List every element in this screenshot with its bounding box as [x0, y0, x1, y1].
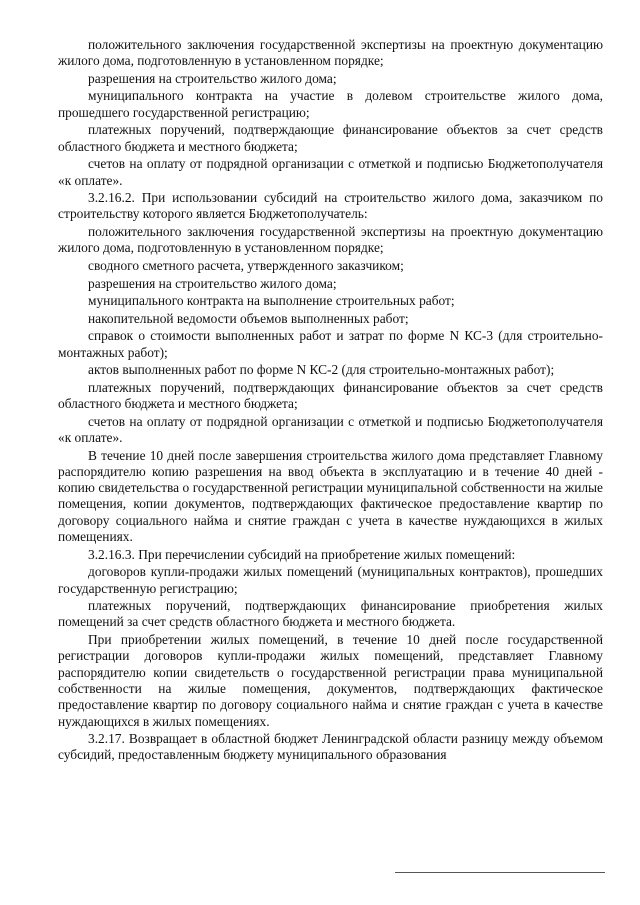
paragraph: справок о стоимости выполненных работ и затрат по форме N КС-3 (для строительно-монтажных работ);: [58, 328, 603, 360]
paragraph: накопительной ведомости объемов выполненных работ;: [88, 310, 409, 326]
section-heading-3-2-16-2: 3.2.16.2. При использовании субсидий на строительство жилого дома, заказчиком по строительству которого является Бюджетополучатель:: [58, 190, 603, 222]
paragraph: разрешения на строительство жилого дома;: [88, 275, 337, 291]
document-body: [58, 37, 603, 765]
paragraph: счетов на оплату от подрядной организации с отметкой и подписью Бюджетополучателя «к оплате».: [58, 413, 603, 445]
paragraph: платежных поручений, подтверждающих финансирование объектов за счет средств областного бюджета и местного бюджета;: [58, 379, 603, 412]
paragraph: положительного заключения государственной экспертизы на проектную документацию жилого дома, подготовленную в установленном порядке;: [58, 37, 603, 69]
paragraph: В течение 10 дней после завершения строительства жилого дома представляет Главному распорядителю копию разрешения на ввод объекта в эксплуатацию и в течение 40 дней - копию свидетельства о государственной регистрации муниципальной собственности на жилые помещения, копии документов, подтверждающих фактическое предоставление квартир по договору социального найма и снятие граждан с учета в качестве нуждающихся в жилых помещениях.: [58, 447, 603, 545]
paragraph: муниципального контракта на выполнение строительных работ;: [88, 293, 455, 309]
footer-rule: [395, 872, 605, 873]
paragraph: положительного заключения государственной экспертизы на проектную документацию жилого дома, подготовленную в установленном порядке;: [58, 224, 603, 256]
paragraph: счетов на оплату от подрядной организации с отметкой и подписью Бюджетополучателя «к оплате».: [58, 156, 603, 188]
paragraph: сводного сметного расчета, утвержденного заказчиком;: [88, 257, 404, 273]
paragraph: платежных поручений, подтверждающих финансирование приобретения жилых помещений за счет средств областного бюджета и местного бюджета.: [58, 598, 603, 630]
paragraph: При приобретении жилых помещений, в течение 10 дней после государственной регистрации договоров купли-продажи жилых помещений, представляет Главному распорядителю копии свидетельств о государственной регистрации права муниципальной собственности на жилые помещения, документов, подтверждающих фактическое предоставление квартир по договору социального найма и снятие граждан с учета в качестве нуждающихся в жилых помещениях.: [58, 632, 603, 729]
paragraph: платежных поручений, подтверждающие финансирование объектов за счет средств областного бюджета и местного бюджета;: [58, 122, 603, 154]
paragraph: договоров купли-продажи жилых помещений (муниципальных контрактов), прошедших государственную регистрацию;: [58, 564, 603, 596]
section-heading-3-2-16-3: 3.2.16.3. При перечислении субсидий на приобретение жилых помещений:: [88, 546, 516, 562]
paragraph: разрешения на строительство жилого дома;: [88, 70, 337, 86]
paragraph: актов выполненных работ по форме N КС-2 (для строительно-монтажных работ);: [88, 362, 555, 378]
section-heading-3-2-17: 3.2.17. Возвращает в областной бюджет Ленинградской области разницу между объемом субсидий, предоставленным бюджету муниципального образования: [58, 731, 603, 763]
paragraph: муниципального контракта на участие в долевом строительстве жилого дома, прошедшего государственной регистрацию;: [58, 88, 603, 120]
